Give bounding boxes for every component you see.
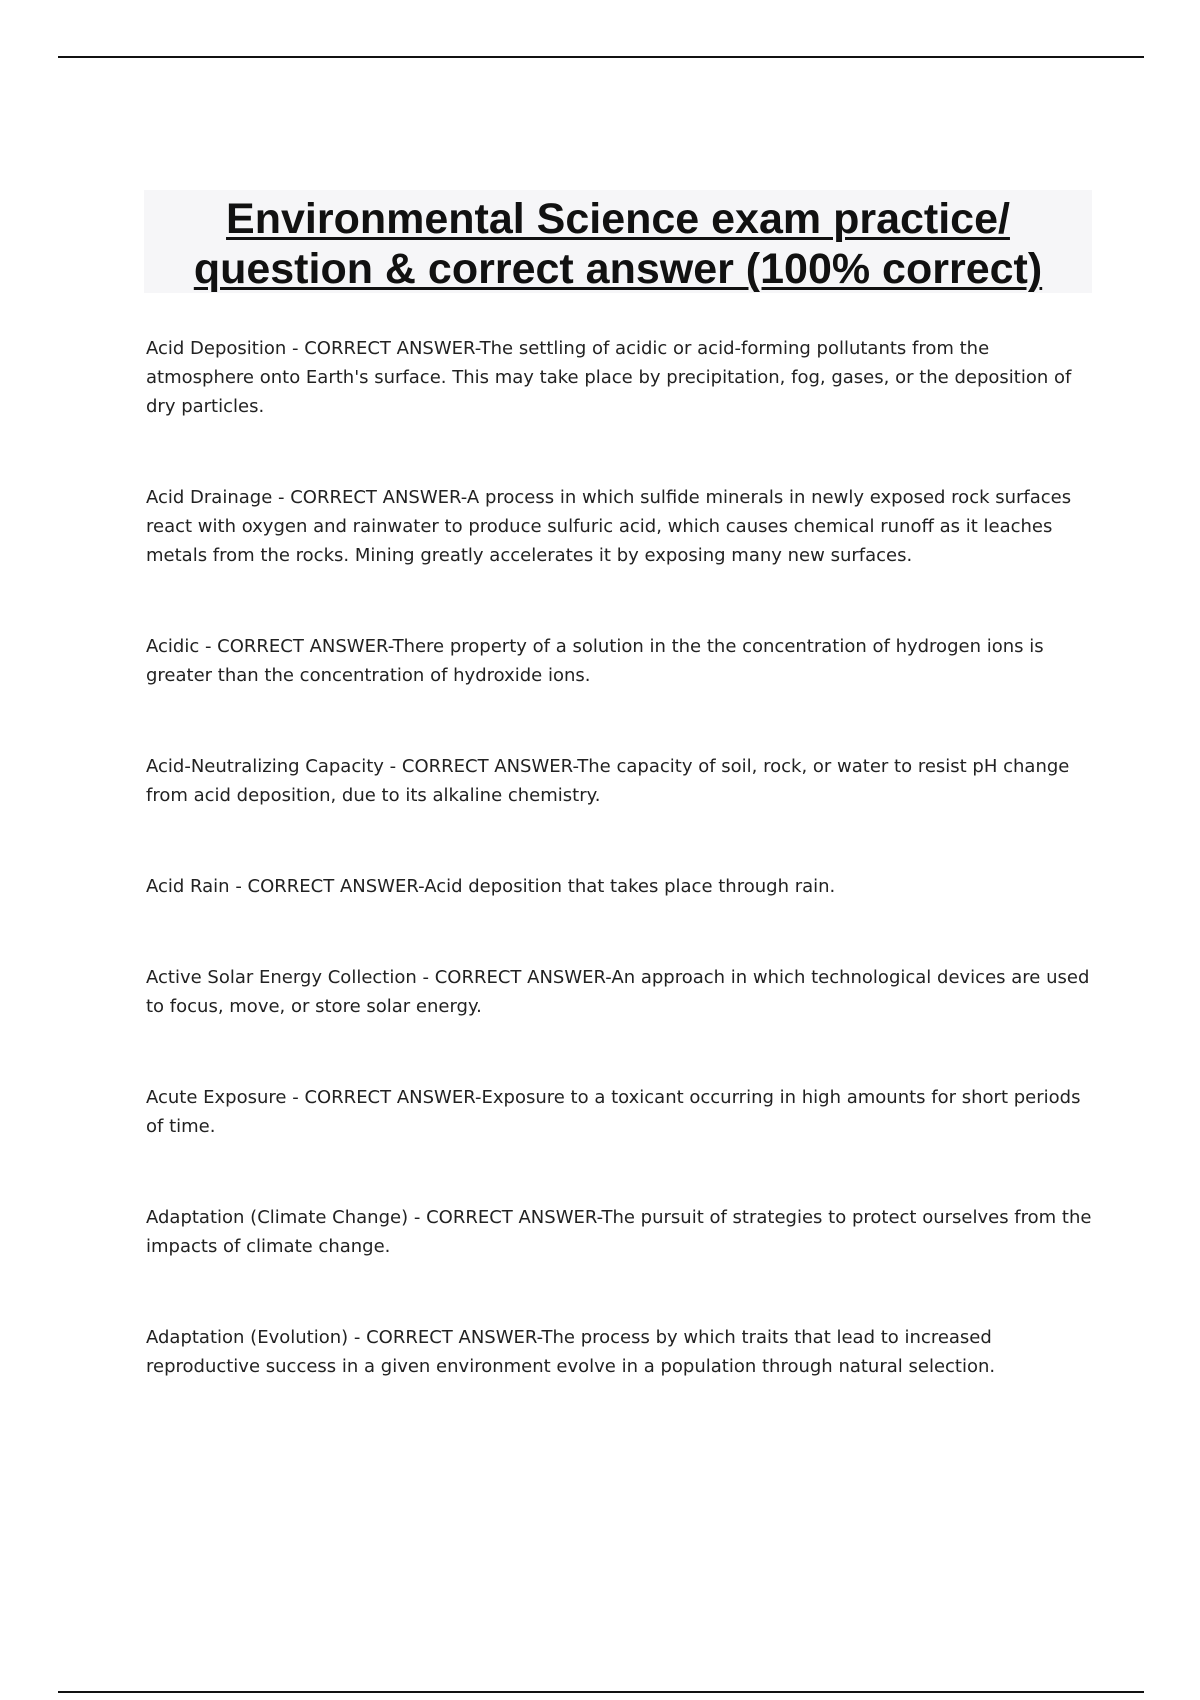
answer-label: CORRECT ANSWER -: [402, 756, 577, 777]
flashcard-entry: [146, 483, 1096, 570]
flashcard-entry: [146, 872, 1096, 901]
answer-label: CORRECT ANSWER -: [435, 967, 612, 988]
entry-term: Active Solar Energy Collection -: [146, 967, 435, 988]
flashcard-list: [146, 334, 1096, 1443]
flashcard-entry: [146, 1083, 1096, 1141]
flashcard-entry: [146, 1323, 1096, 1381]
entry-term: Adaptation (Evolution) -: [146, 1327, 366, 1348]
flashcard-entry: [146, 752, 1096, 810]
entry-definition: The process by which traits that lead to increased reproductive success in a given environment evolve in a population through natural selection.: [146, 1327, 996, 1377]
answer-label: CORRECT ANSWER -: [290, 487, 467, 508]
flashcard-entry: [146, 632, 1096, 690]
entry-definition: An approach in which technological devices are used to focus, move, or store solar energy.: [146, 967, 1090, 1017]
entry-definition: The pursuit of strategies to protect ourselves from the impacts of climate change.: [146, 1207, 1092, 1257]
answer-label: CORRECT ANSWER -: [366, 1327, 541, 1348]
answer-label: CORRECT ANSWER -: [426, 1207, 601, 1228]
entry-term: Acidic -: [146, 636, 217, 657]
flashcard-entry: [146, 963, 1096, 1021]
entry-term: Acid Deposition -: [146, 338, 304, 359]
entry-definition: There property of a solution in the the concentration of hydrogen ions is greater than the concentration of hydroxide ions.: [146, 636, 1044, 686]
entry-term: Acid Rain -: [146, 876, 248, 897]
answer-label: CORRECT ANSWER -: [304, 338, 479, 359]
entry-definition: Acid deposition that takes place through rain.: [424, 876, 836, 897]
entry-term: Acute Exposure -: [146, 1087, 304, 1108]
flashcard-entry: [146, 334, 1096, 421]
entry-definition: Exposure to a toxicant occurring in high amounts for short periods of time.: [146, 1087, 1081, 1137]
answer-label: CORRECT ANSWER -: [248, 876, 425, 897]
entry-term: Acid-Neutralizing Capacity -: [146, 756, 402, 777]
entry-term: Adaptation (Climate Change) -: [146, 1207, 426, 1228]
answer-label: CORRECT ANSWER -: [304, 1087, 481, 1108]
entry-definition: A process in which sulfide minerals in newly exposed rock surfaces react with oxygen and rainwater to produce sulfuric acid, which causes chemical runoff as it leaches metals from the rocks. Mining greatly accelerates it by exposing many new surfaces.: [146, 487, 1072, 566]
entry-definition: The capacity of soil, rock, or water to resist pH change from acid deposition, due to its alkaline chemistry.: [146, 756, 1070, 806]
title-line-2: question & correct answer (100% correct): [193, 245, 1043, 293]
bottom-rule: [58, 1691, 1144, 1693]
flashcard-entry: [146, 1203, 1096, 1261]
title-line-1: Environmental Science exam practice/: [226, 195, 1010, 243]
answer-label: CORRECT ANSWER -: [217, 636, 392, 657]
entry-term: Acid Drainage -: [146, 487, 290, 508]
top-rule: [58, 56, 1144, 58]
document-title: [144, 190, 1092, 293]
entry-definition: The settling of acidic or acid-forming pollutants from the atmosphere onto Earth's surface. This may take place by precipitation, fog, gases, or the deposition of dry particles.: [146, 338, 1072, 417]
